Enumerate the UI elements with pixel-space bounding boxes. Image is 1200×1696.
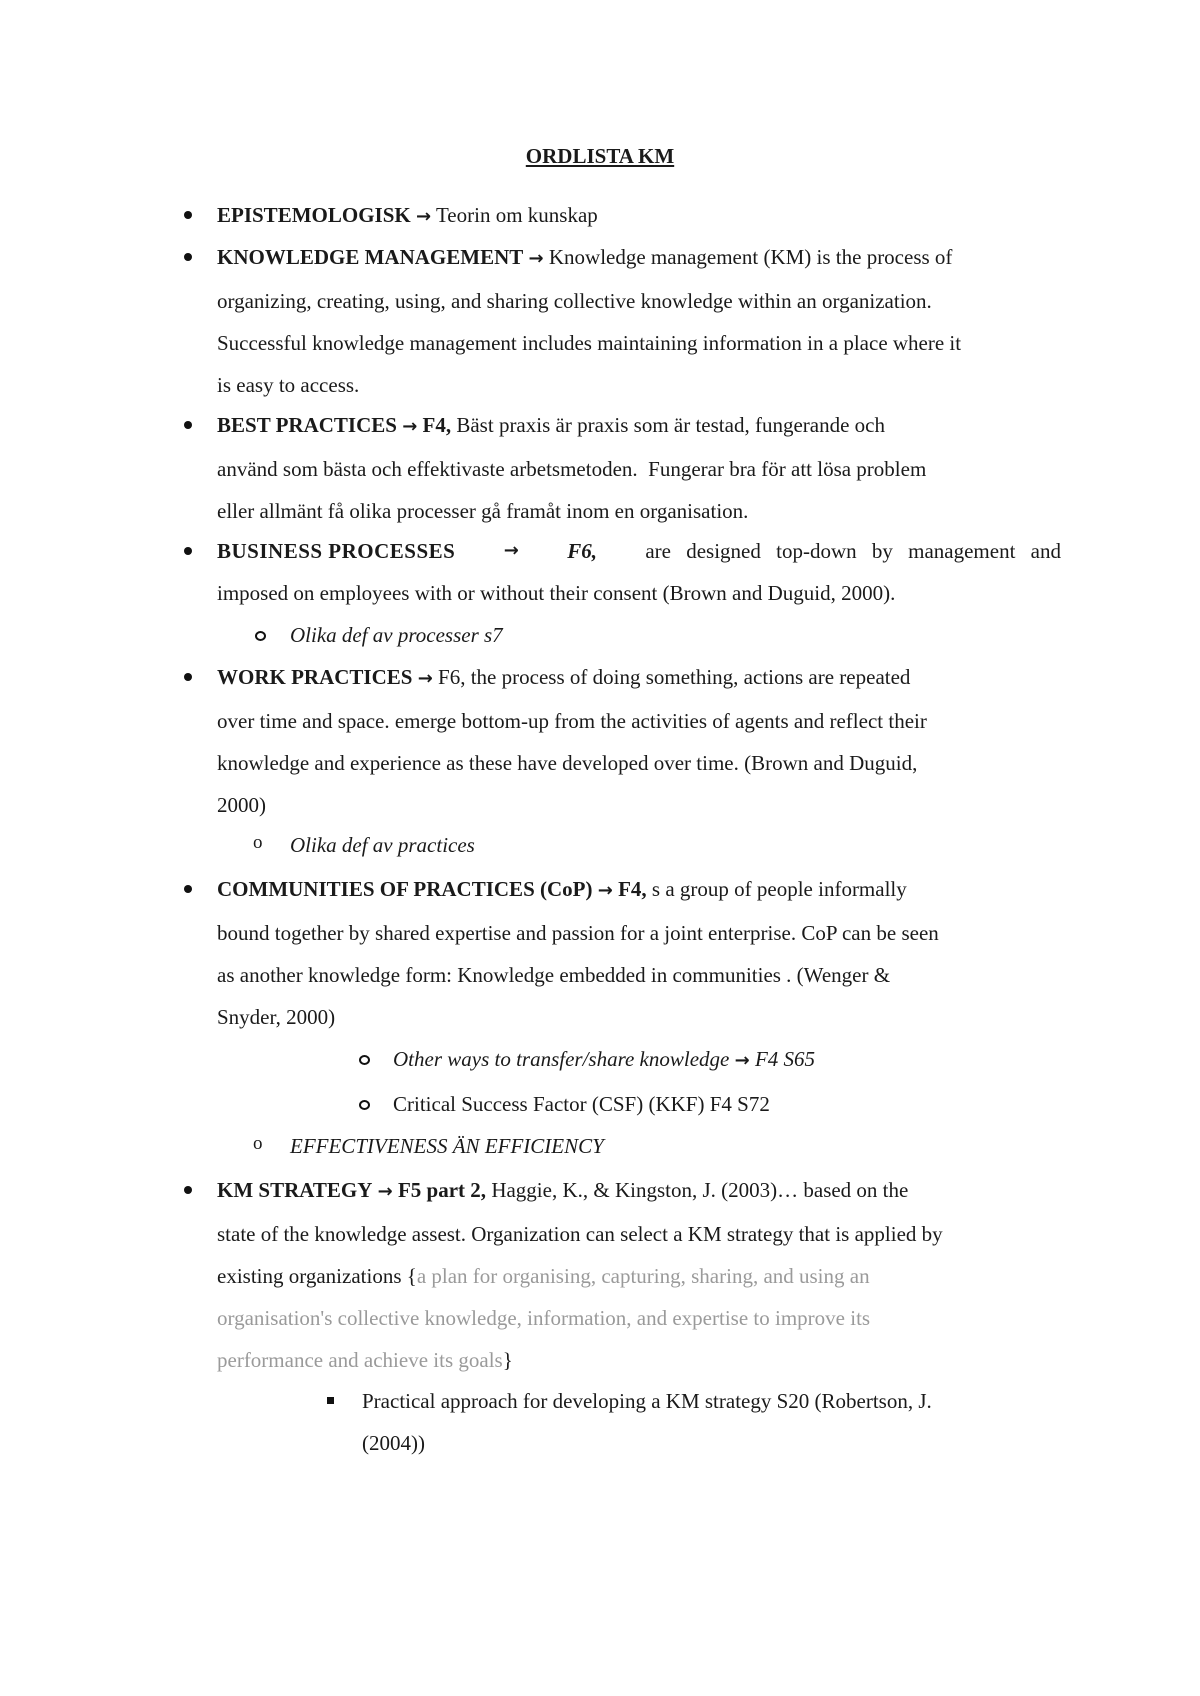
arrow-icon: →: [528, 248, 544, 269]
term: COMMUNITIES OF PRACTICES (CoP): [217, 877, 593, 901]
definition-line: over time and space. emerge bottom-up from the activities of agents and reflect their: [217, 709, 927, 733]
sub-item-effectiveness: EFFECTIVENESS ÄN EFFICIENCY: [290, 1134, 604, 1158]
definition-line: använd som bästa och effektivaste arbetsmetoden. Fungerar bra för att lösa problem: [217, 457, 927, 481]
bullet-icon: [184, 1186, 192, 1194]
bullet-icon: [184, 421, 192, 429]
reference: F4,: [618, 877, 647, 901]
bullet-icon: [184, 885, 192, 893]
sub-item-practical-approach: [362, 1380, 1062, 1464]
term: WORK PRACTICES: [217, 665, 413, 689]
definition-line: Knowledge management (KM) is the process of: [548, 245, 953, 269]
sub-bullet-icon: [359, 1100, 370, 1110]
bullet-icon: [184, 547, 192, 555]
sub-bullet-icon: [255, 631, 266, 641]
sub-bullet-icon: o: [253, 832, 263, 853]
arrow-icon: →: [377, 1181, 393, 1202]
sub-item-text: Other ways to transfer/share knowledge: [393, 1047, 730, 1071]
closing-brace: }: [502, 1348, 513, 1372]
arrow-icon: →: [597, 880, 613, 901]
definition-line: existing organizations {: [217, 1264, 417, 1288]
definition-line: s a group of people informally: [651, 877, 907, 901]
sub-item-ref: F4 S65: [754, 1047, 816, 1071]
definition-line: organizing, creating, using, and sharing collective knowledge within an organization.: [217, 289, 932, 313]
definition-line: imposed on employees with or without their consent (Brown and Duguid, 2000).: [217, 581, 896, 605]
definition-line: state of the knowledge assest. Organization can select a KM strategy that is applied by: [217, 1222, 943, 1246]
definition-line: as another knowledge form: Knowledge embedded in communities . (Wenger &: [217, 963, 891, 987]
sub-item-processer: Olika def av processer s7: [290, 623, 503, 647]
quoted-definition: a plan for organising, capturing, sharing, and using an: [416, 1264, 870, 1288]
definition-line: Successful knowledge management includes maintaining information in a place where it: [217, 331, 962, 355]
definition-line: Haggie, K., & Kingston, J. (2003)… based on the: [491, 1178, 909, 1202]
sub-bullet-icon: o: [253, 1133, 263, 1154]
sub-item-csf: Critical Success Factor (CSF) (KKF) F4 S72: [393, 1092, 770, 1116]
definition-line: is easy to access.: [217, 373, 360, 397]
term: KNOWLEDGE MANAGEMENT: [217, 245, 524, 269]
sub-item-practices: Olika def av practices: [290, 833, 475, 857]
term: BUSINESS PROCESSES: [217, 539, 456, 563]
reference: F6,: [567, 539, 597, 563]
definition-line: bound together by shared expertise and passion for a joint enterprise. CoP can be seen: [217, 921, 939, 945]
definition-line: knowledge and experience as these have developed over time. (Brown and Duguid,: [217, 751, 918, 775]
definition-line: Snyder, 2000): [217, 1005, 336, 1029]
bullet-icon: [184, 211, 192, 219]
entry-knowledge-management: [217, 236, 1057, 406]
bullet-icon: [184, 673, 192, 681]
arrow-icon: →: [402, 416, 418, 437]
definition-line: Bäst praxis är praxis som är testad, fungerande och: [456, 413, 885, 437]
entry-business-processes: [217, 530, 1061, 614]
arrow-icon: →: [415, 206, 432, 227]
sub-bullet-icon: [359, 1055, 370, 1065]
entry-km-strategy: [217, 1169, 1065, 1381]
reference: F4,: [422, 413, 452, 437]
arrow-icon: →: [503, 540, 519, 561]
definition-line: 2000): [217, 793, 266, 817]
entry-best-practices: [217, 404, 1057, 532]
bullet-icon: [184, 253, 192, 261]
square-bullet-icon: [327, 1397, 334, 1404]
definition-line: F6, the process of doing something, actions are repeated: [438, 665, 911, 689]
entry-epistemologisk: [217, 194, 1057, 238]
quoted-definition: performance and achieve its goals: [217, 1348, 503, 1372]
quoted-definition: organisation's collective knowledge, information, and expertise to improve its: [217, 1306, 871, 1330]
term: BEST PRACTICES: [217, 413, 397, 437]
entry-communities-of-practices: [217, 868, 1057, 1038]
arrow-icon: →: [417, 668, 433, 689]
sub-item-line: (2004)): [362, 1431, 425, 1455]
definition: Teorin om kunskap: [435, 203, 598, 227]
sub-item-line: Practical approach for developing a KM strategy S20 (Robertson, J.: [362, 1389, 932, 1413]
definition-line: are designed top-down by management and: [645, 539, 1061, 563]
definition-line: eller allmänt få olika processer gå framåt inom en organisation.: [217, 499, 749, 523]
entry-work-practices: [217, 656, 1057, 826]
reference: F5 part 2,: [397, 1178, 487, 1202]
page-title: ORDLISTA KM: [525, 144, 675, 168]
arrow-icon: →: [734, 1050, 750, 1071]
term: EPISTEMOLOGISK: [217, 203, 411, 227]
term: KM STRATEGY: [217, 1178, 373, 1202]
sub-item-other-ways: [393, 1038, 1033, 1082]
